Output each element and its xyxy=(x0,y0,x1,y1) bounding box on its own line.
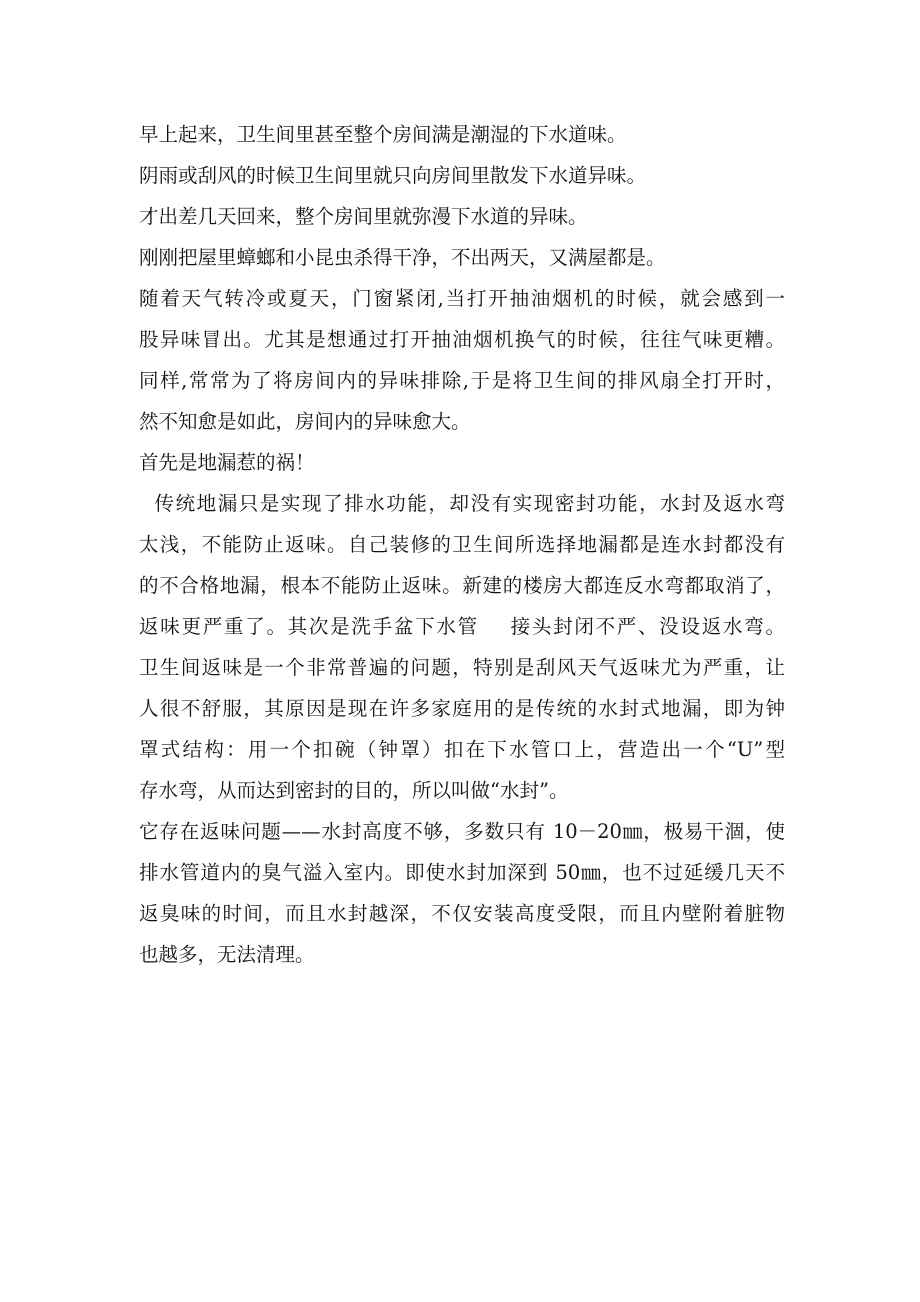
text-line: 然不知愈是如此，房间内的异味愈大。 xyxy=(139,410,471,433)
text-line: 罩式结构：用一个扣碗（钟罩）扣在下水管口上，营造出一个“U”型 xyxy=(139,738,785,761)
text-line: 也越多，无法清理。 xyxy=(139,943,315,966)
text-line: 刚刚把屋里蟑螂和小昆虫杀得干净，不出两天，又满屋都是。 xyxy=(139,246,666,269)
text-line: 太浅，不能防止返味。自己装修的卫生间所选择地漏都是连水封都没有 xyxy=(139,533,785,556)
text-line: 人很不舒服，其原因是现在许多家庭用的是传统的水封式地漏，即为钟 xyxy=(139,697,785,720)
document-body xyxy=(139,114,785,975)
text-line: 它存在返味问题——水封高度不够，多数只有 10－20㎜，极易干涸，使 xyxy=(139,820,785,843)
text-line: 排水管道内的臭气溢入室内。即使水封加深到 50㎜，也不过延缓几天不 xyxy=(139,861,785,884)
text-line: 返味更严重了。其次是洗手盆下水管 接头封闭不严、没设返水弯。 xyxy=(139,615,785,638)
text-line: 的不合格地漏，根本不能防止返味。新建的楼房大都连反水弯都取消了， xyxy=(139,574,785,597)
text-line: 股异味冒出。尤其是想通过打开抽油烟机换气的时候，往往气味更糟。 xyxy=(139,328,785,351)
text-line: 返臭味的时间，而且水封越深，不仅安装高度受限，而且内壁附着脏物 xyxy=(139,902,785,925)
text-line: 同样,常常为了将房间内的异味排除,于是将卫生间的排风扇全打开时， xyxy=(139,369,785,392)
text-line: 卫生间返味是一个非常普遍的问题，特别是刮风天气返味尤为严重，让 xyxy=(139,656,785,679)
text-line: 随着天气转冷或夏天，门窗紧闭,当打开抽油烟机的时候，就会感到一 xyxy=(139,287,785,310)
section-heading: 首先是地漏惹的祸！ xyxy=(139,451,315,474)
text-line: 传统地漏只是实现了排水功能，却没有实现密封功能，水封及返水弯 xyxy=(139,492,785,515)
text-line: 才出差几天回来，整个房间里就弥漫下水道的异味。 xyxy=(139,205,588,228)
text-line: 存水弯，从而达到密封的目的，所以叫做“水封”。 xyxy=(139,779,569,802)
text-line: 阴雨或刮风的时候卫生间里就只向房间里散发下水道异味。 xyxy=(139,164,647,187)
text-line: 早上起来，卫生间里甚至整个房间满是潮湿的下水道味。 xyxy=(139,123,627,146)
